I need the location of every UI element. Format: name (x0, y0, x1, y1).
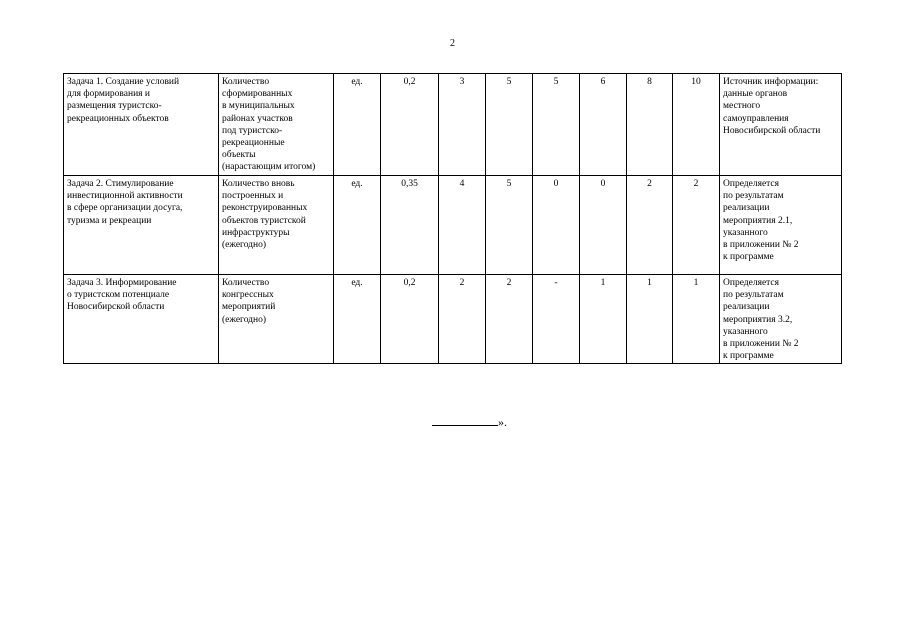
value-cell: 1 (627, 275, 673, 364)
value-cell: 5 (486, 176, 533, 275)
value-cell: 2 (673, 176, 720, 275)
value-cell: 5 (533, 74, 580, 176)
value-cell: 4 (439, 176, 486, 275)
unit-cell: ед. (334, 176, 381, 275)
note-cell: Определяется по результатам реализации мероприятия 2.1, указанного в приложении № 2 к программе (720, 176, 842, 275)
task-cell: Задача 3. Информирование о туристском потенциале Новосибирской области (64, 275, 219, 364)
value-cell: 2 (486, 275, 533, 364)
closing-text: ». (498, 415, 507, 429)
table-row (64, 176, 842, 275)
task-cell: Задача 1. Создание условий для формирования и размещения туристско- рекреационных объектов (64, 74, 219, 176)
value-cell: 0,35 (381, 176, 439, 275)
task-cell: Задача 2. Стимулирование инвестиционной активности в сфере организации досуга, туризма и рекреации (64, 176, 219, 275)
value-cell: 2 (439, 275, 486, 364)
unit-cell: ед. (334, 275, 381, 364)
value-cell: 0,2 (381, 74, 439, 176)
value-cell: 1 (673, 275, 720, 364)
table-row (64, 74, 842, 176)
value-cell: 3 (439, 74, 486, 176)
page-number: 2 (450, 38, 455, 49)
closing-mark (432, 413, 507, 430)
value-cell: 1 (580, 275, 627, 364)
value-cell: - (533, 275, 580, 364)
unit-cell: ед. (334, 74, 381, 176)
value-cell: 0 (580, 176, 627, 275)
indicators-table (63, 73, 842, 364)
indicator-cell: Количество конгрессных мероприятий (ежегодно) (219, 275, 334, 364)
value-cell: 8 (627, 74, 673, 176)
value-cell: 0 (533, 176, 580, 275)
table-row (64, 275, 842, 364)
signature-blank-line (432, 413, 498, 426)
indicator-cell: Количество сформированных в муниципальных районах участков под туристско- рекреационные объекты (нарастающим итогом) (219, 74, 334, 176)
value-cell: 10 (673, 74, 720, 176)
value-cell: 5 (486, 74, 533, 176)
value-cell: 2 (627, 176, 673, 275)
value-cell: 0,2 (381, 275, 439, 364)
note-cell: Источник информации: данные органов местного самоуправления Новосибирской области (720, 74, 842, 176)
table-body (64, 74, 842, 364)
note-cell: Определяется по результатам реализации мероприятия 3.2, указанного в приложении № 2 к программе (720, 275, 842, 364)
value-cell: 6 (580, 74, 627, 176)
indicator-cell: Количество вновь построенных и реконструированных объектов туристской инфраструктуры (ежегодно) (219, 176, 334, 275)
